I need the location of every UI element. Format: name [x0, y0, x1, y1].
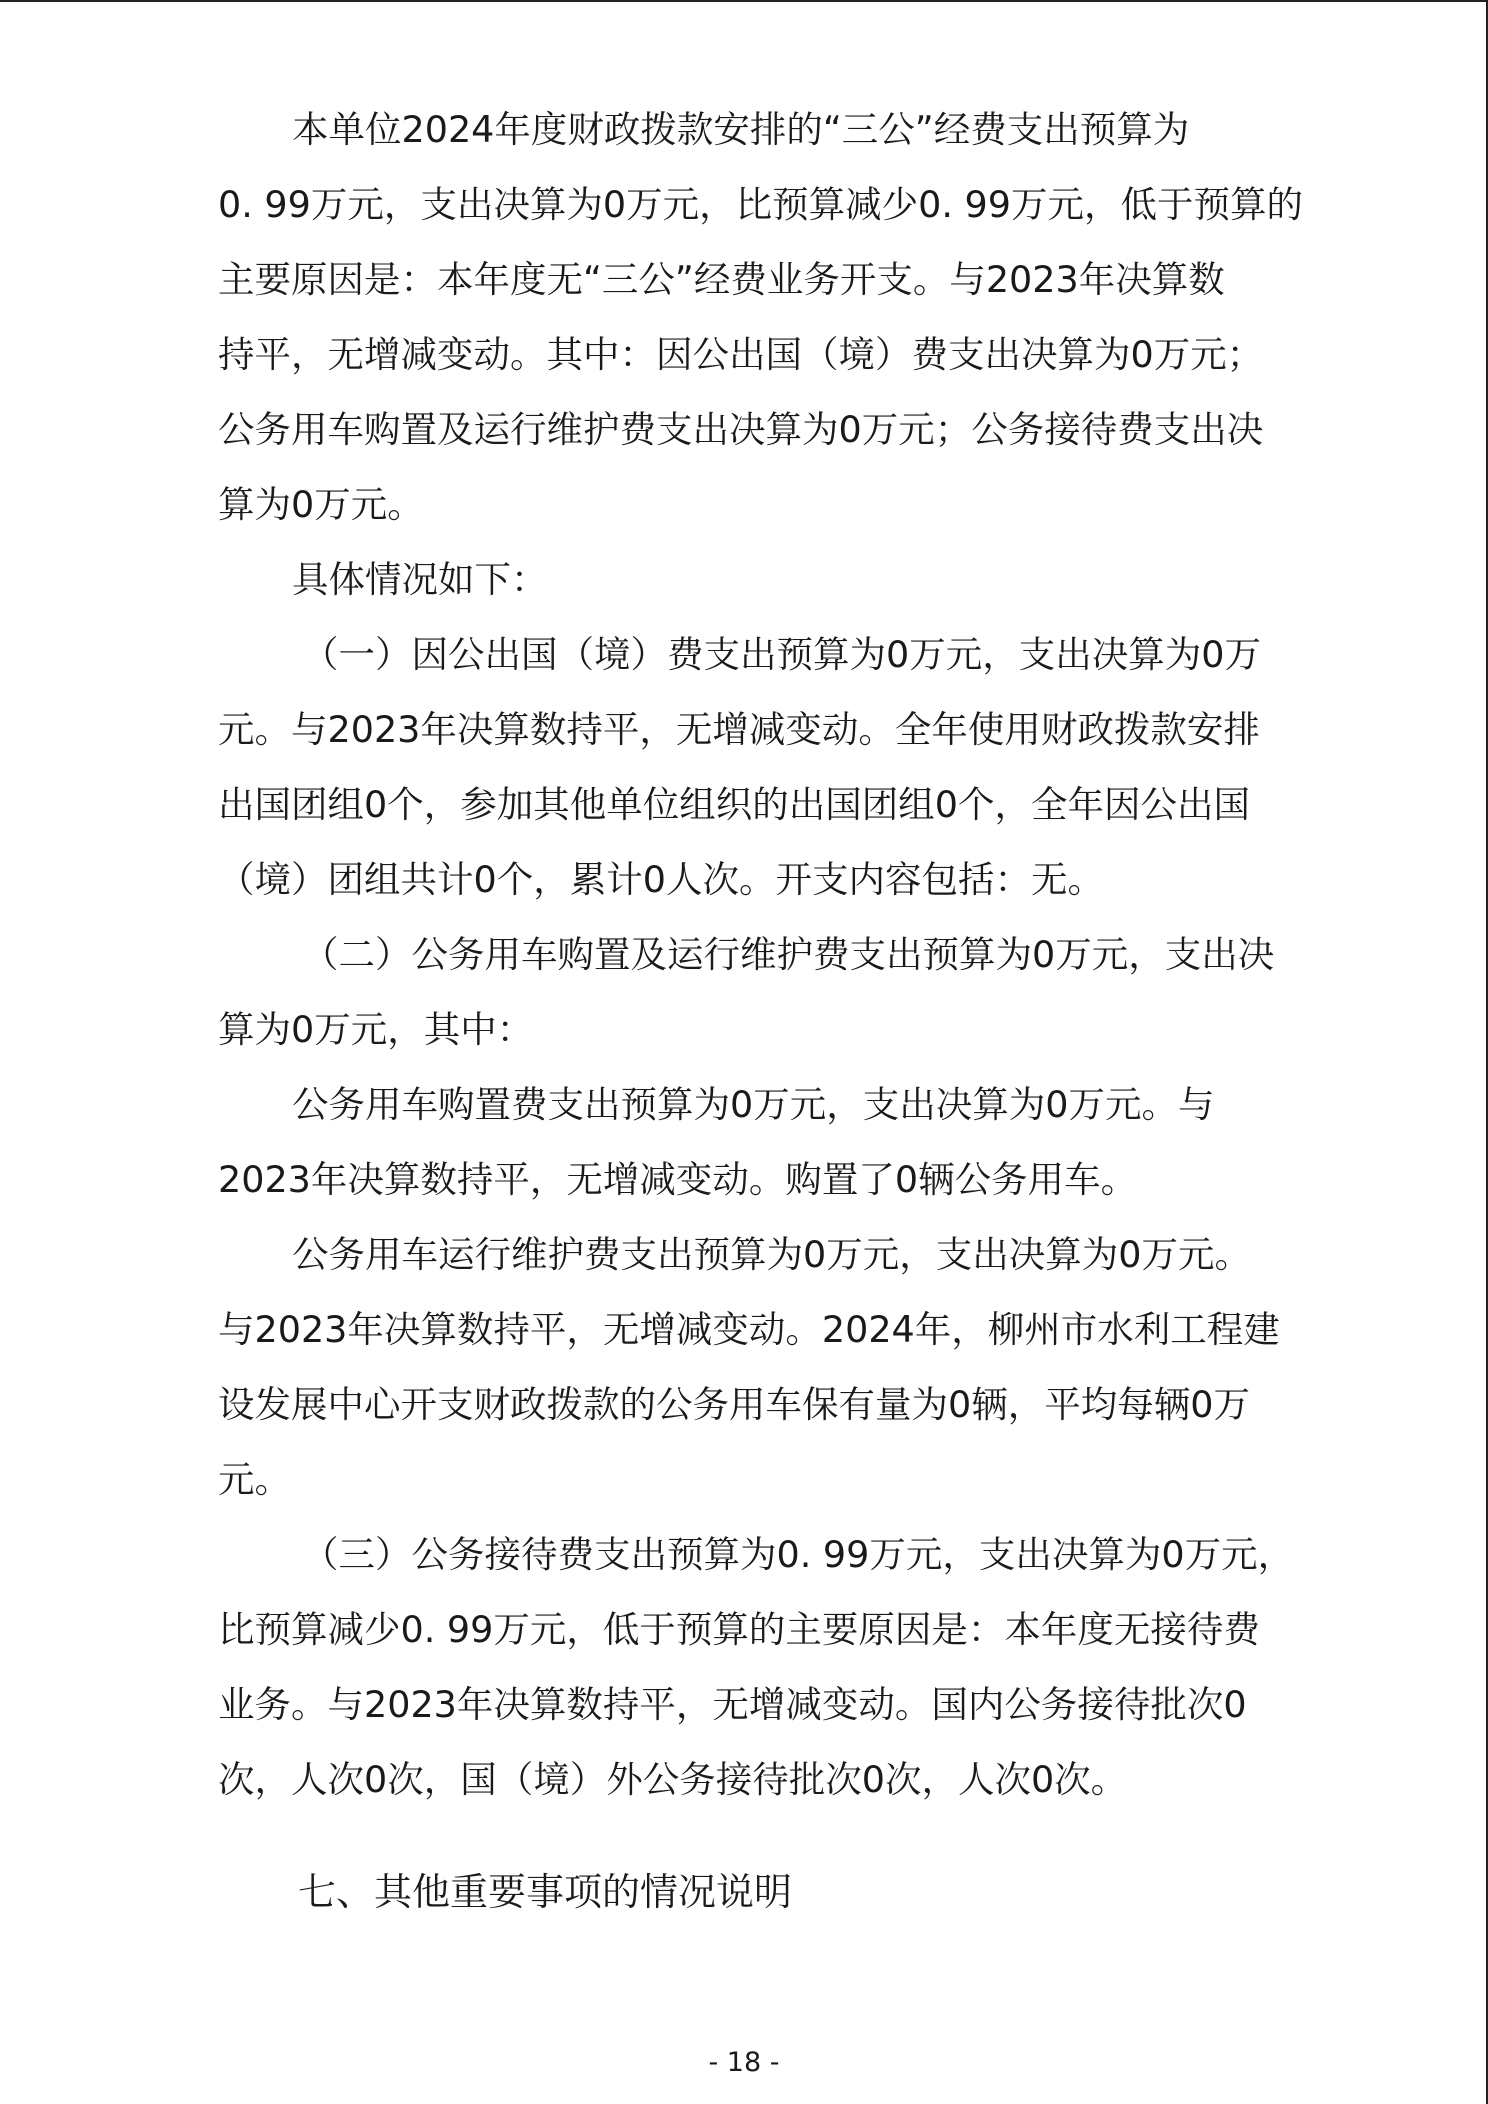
paragraph-line: 2023年决算数持平，无增减变动。购置了0辆公务用车。 — [218, 1158, 1138, 1201]
paragraph-line: 公务用车运行维护费支出预算为0万元，支出决算为0万元。 — [292, 1233, 1251, 1276]
paragraph-line: 元。 — [218, 1458, 291, 1501]
paragraph-line: （二）公务用车购置及运行维护费支出预算为0万元，支出决 — [302, 933, 1275, 976]
paragraph-line: （境）团组共计0个，累计0人次。开支内容包括：无。 — [218, 858, 1104, 901]
paragraph-line: 设发展中心开支财政拨款的公务用车保有量为0辆，平均每辆0万 — [218, 1383, 1250, 1426]
paragraph-line: 0. 99万元，支出决算为0万元，比预算减少0. 99万元，低于预算的 — [218, 183, 1303, 226]
paragraph-line: 公务用车购置费支出预算为0万元，支出决算为0万元。与 — [292, 1083, 1215, 1126]
paragraph-line: 算为0万元，其中： — [218, 1008, 534, 1051]
paragraph-line: 公务用车购置及运行维护费支出决算为0万元；公务接待费支出决 — [218, 408, 1264, 451]
paragraph-line: （一）因公出国（境）费支出预算为0万元，支出决算为0万 — [302, 633, 1261, 676]
paragraph-line: 次，人次0次，国（境）外公务接待批次0次，人次0次。 — [218, 1758, 1128, 1801]
document-body — [218, 92, 1303, 1817]
paragraph-line: 本单位2024年度财政拨款安排的“三公”经费支出预算为 — [292, 108, 1190, 151]
paragraph-line: 元。与2023年决算数持平，无增减变动。全年使用财政拨款安排 — [218, 708, 1260, 751]
section-heading: 七、其他重要事项的情况说明 — [298, 1870, 793, 1914]
paragraph-line: 业务。与2023年决算数持平，无增减变动。国内公务接待批次0 — [218, 1683, 1247, 1726]
paragraph-line: 持平，无增减变动。其中：因公出国（境）费支出决算为0万元； — [218, 333, 1264, 376]
paragraph-line: 主要原因是：本年度无“三公”经费业务开支。与2023年决算数 — [218, 258, 1225, 301]
page-number: - 18 - — [708, 2047, 780, 2078]
paragraph-line: 具体情况如下： — [292, 558, 548, 601]
paragraph-line: 算为0万元。 — [218, 483, 424, 526]
paragraph-line: （三）公务接待费支出预算为0. 99万元，支出决算为0万元， — [302, 1533, 1295, 1576]
paragraph-line: 比预算减少0. 99万元，低于预算的主要原因是：本年度无接待费 — [218, 1608, 1260, 1651]
paragraph-line: 出国团组0个，参加其他单位组织的出国团组0个，全年因公出国 — [218, 783, 1250, 826]
paragraph-line: 与2023年决算数持平，无增减变动。2024年，柳州市水利工程建 — [218, 1308, 1280, 1351]
